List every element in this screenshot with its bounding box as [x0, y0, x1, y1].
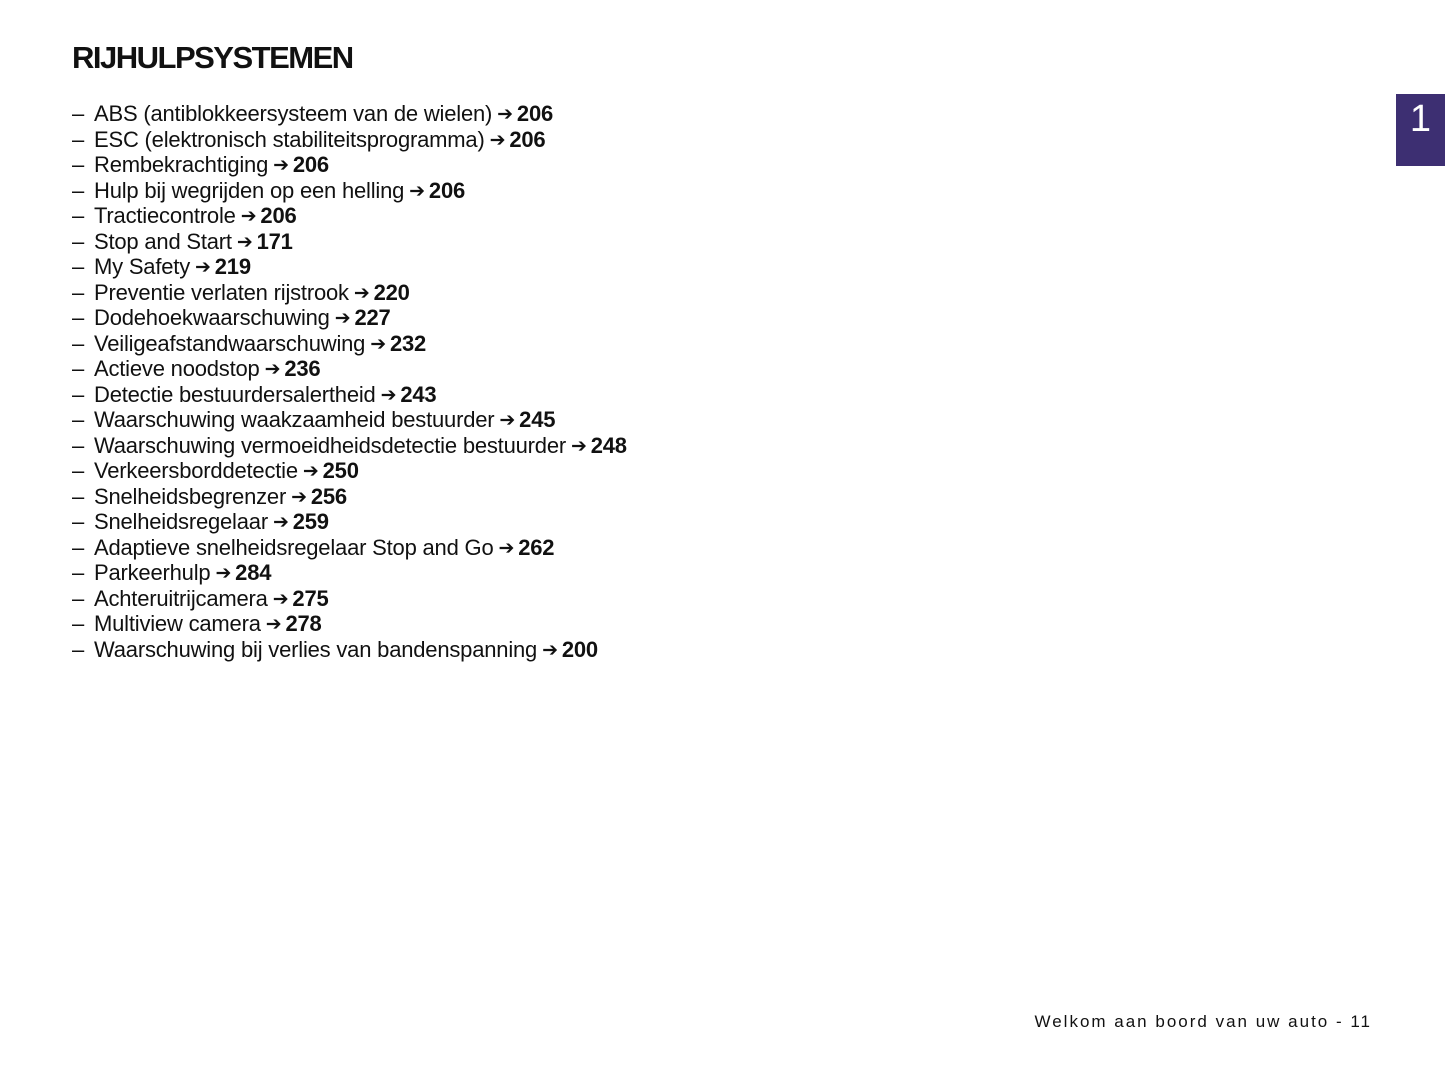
entry-label: Rembekrachtiging: [94, 152, 269, 177]
arrow-right-icon: ➔: [291, 486, 307, 508]
arrow-right-icon: ➔: [264, 359, 281, 380]
entry-label: ESC (elektronisch stabiliteitsprogramma): [94, 126, 485, 152]
arrow-right-icon: ➔: [273, 155, 289, 176]
arrow-right-icon: ➔: [498, 537, 515, 559]
arrow-right-icon: ➔: [215, 563, 232, 584]
dash-bullet: –: [72, 407, 85, 432]
arrow-right-icon: ➔: [334, 308, 351, 329]
arrow-right-icon: ➔: [499, 410, 516, 431]
dash-bullet: –: [72, 458, 85, 483]
page-reference[interactable]: 206: [516, 101, 554, 126]
entry-label: Snelheidsbegrenzer: [94, 483, 287, 509]
entry-label: ABS (antiblokkeersysteem van de wielen): [94, 101, 493, 126]
arrow-right-icon: ➔: [272, 588, 289, 610]
page-reference[interactable]: 200: [561, 636, 598, 662]
dash-bullet: –: [72, 177, 85, 203]
list-item[interactable]: [72, 101, 627, 127]
list-item[interactable]: [72, 178, 627, 204]
list-item[interactable]: [72, 203, 627, 229]
arrow-right-icon: ➔: [236, 231, 253, 253]
arrow-right-icon: ➔: [489, 129, 506, 151]
page-reference[interactable]: 220: [373, 279, 410, 305]
list-item[interactable]: [72, 152, 627, 178]
list-item[interactable]: [72, 433, 627, 459]
entry-label: Detectie bestuurdersalertheid: [94, 381, 376, 407]
page-reference[interactable]: 256: [310, 483, 347, 509]
dash-bullet: –: [72, 509, 85, 534]
entry-label: Verkeersborddetectie: [94, 458, 298, 483]
entry-label: Tractiecontrole: [94, 203, 236, 228]
page-footer: Welkom aan boord van uw auto - 11: [1034, 1012, 1372, 1031]
list-item[interactable]: [72, 280, 627, 306]
page-reference[interactable]: 219: [214, 254, 251, 279]
arrow-right-icon: ➔: [409, 180, 425, 202]
entry-label: Multiview camera: [94, 611, 261, 636]
list-item[interactable]: [72, 356, 627, 382]
page-title: RIJHULPSYSTEMEN: [72, 40, 353, 75]
dash-bullet: –: [72, 611, 85, 636]
page-reference[interactable]: 236: [284, 356, 321, 381]
dash-bullet: –: [72, 305, 85, 330]
list-item[interactable]: [72, 484, 627, 510]
arrow-right-icon: ➔: [240, 206, 257, 227]
list-item[interactable]: [72, 535, 627, 561]
entry-label: Stop and Start: [94, 228, 232, 254]
page-reference[interactable]: 248: [590, 432, 627, 458]
dash-bullet: –: [72, 126, 85, 152]
page-reference[interactable]: 259: [292, 509, 329, 534]
dash-bullet: –: [72, 381, 85, 407]
list-item[interactable]: [72, 382, 627, 408]
list-item[interactable]: [72, 611, 627, 637]
entry-label: Parkeerhulp: [94, 560, 211, 585]
entry-label: Waarschuwing waakzaamheid bestuurder: [94, 407, 495, 432]
list-item[interactable]: [72, 458, 627, 484]
list-item[interactable]: [72, 407, 627, 433]
dash-bullet: –: [72, 483, 85, 509]
entry-label: Snelheidsregelaar: [94, 509, 268, 534]
list-item[interactable]: [72, 560, 627, 586]
dash-bullet: –: [72, 585, 85, 611]
entry-label: Hulp bij wegrijden op een helling: [94, 177, 405, 203]
entry-label: My Safety: [94, 254, 191, 279]
list-item[interactable]: [72, 305, 627, 331]
arrow-right-icon: ➔: [195, 257, 211, 278]
arrow-right-icon: ➔: [370, 333, 386, 355]
dash-bullet: –: [72, 101, 85, 126]
chapter-tab: 1: [1396, 94, 1445, 166]
entry-label: Waarschuwing vermoeidheidsdetectie bestuurder: [94, 432, 566, 458]
entry-label: Actieve noodstop: [94, 356, 260, 381]
page-reference[interactable]: 284: [235, 560, 272, 585]
page-reference[interactable]: 262: [518, 534, 555, 560]
entry-label: Veiligeafstandwaarschuwing: [94, 330, 366, 356]
page-reference[interactable]: 232: [389, 330, 427, 356]
page-reference[interactable]: 206: [260, 203, 297, 228]
list-item[interactable]: [72, 254, 627, 280]
dash-bullet: –: [72, 356, 85, 381]
dash-bullet: –: [72, 203, 85, 228]
list-item[interactable]: [72, 509, 627, 535]
arrow-right-icon: ➔: [302, 461, 319, 482]
dash-bullet: –: [72, 254, 85, 279]
entry-label: Adaptieve snelheidsregelaar Stop and Go: [94, 534, 494, 560]
arrow-right-icon: ➔: [380, 384, 397, 406]
dash-bullet: –: [72, 330, 85, 356]
page-reference[interactable]: 245: [519, 407, 556, 432]
entry-label: Preventie verlaten rijstrook: [94, 279, 349, 305]
page-reference[interactable]: 227: [354, 305, 391, 330]
list-item[interactable]: [72, 637, 627, 663]
arrow-right-icon: ➔: [353, 282, 370, 304]
entry-label: Waarschuwing bij verlies van bandenspanning: [94, 636, 538, 662]
page-reference[interactable]: 206: [428, 177, 466, 203]
page-reference[interactable]: 275: [292, 585, 329, 611]
list-item[interactable]: [72, 229, 627, 255]
dash-bullet: –: [72, 560, 85, 585]
page-reference[interactable]: 206: [292, 152, 329, 177]
entry-list: [72, 101, 627, 662]
arrow-right-icon: ➔: [497, 104, 513, 125]
dash-bullet: –: [72, 228, 85, 254]
dash-bullet: –: [72, 152, 85, 177]
arrow-right-icon: ➔: [571, 435, 587, 457]
dash-bullet: –: [72, 534, 85, 560]
arrow-right-icon: ➔: [272, 512, 289, 533]
entry-label: Achteruitrijcamera: [94, 585, 268, 611]
arrow-right-icon: ➔: [542, 639, 558, 661]
list-item[interactable]: [72, 127, 627, 153]
page-reference[interactable]: 171: [256, 228, 293, 254]
dash-bullet: –: [72, 636, 85, 662]
list-item[interactable]: [72, 331, 627, 357]
entry-label: Dodehoekwaarschuwing: [94, 305, 330, 330]
dash-bullet: –: [72, 432, 85, 458]
page-reference[interactable]: 243: [400, 381, 437, 407]
page-reference[interactable]: 206: [509, 126, 546, 152]
dash-bullet: –: [72, 279, 85, 305]
page-reference[interactable]: 250: [322, 458, 359, 483]
list-item[interactable]: [72, 586, 627, 612]
arrow-right-icon: ➔: [265, 614, 282, 635]
page-reference[interactable]: 278: [285, 611, 322, 636]
